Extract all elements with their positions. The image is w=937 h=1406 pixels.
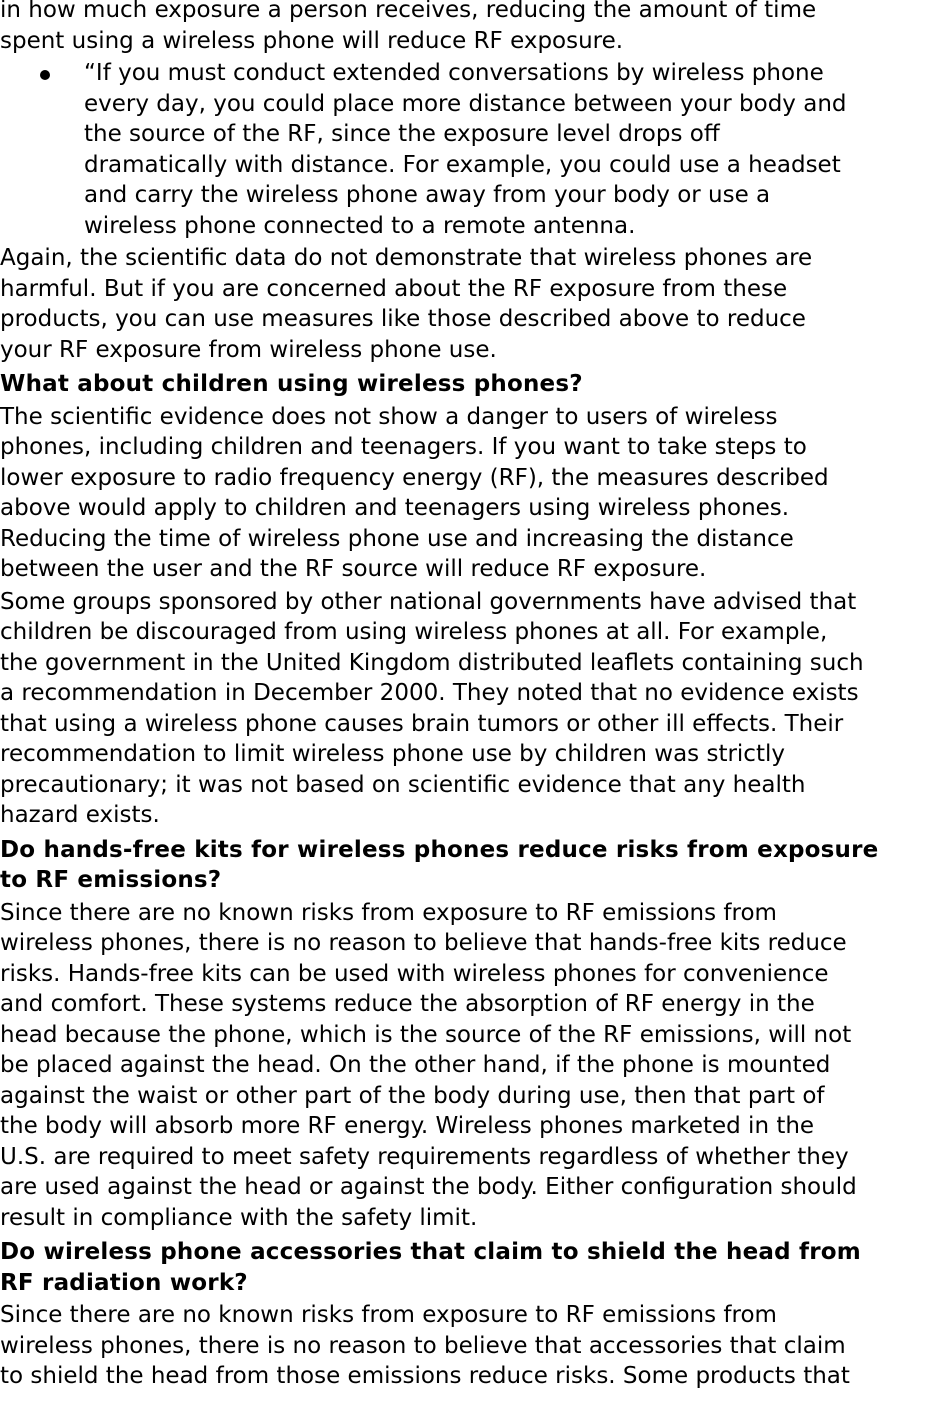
heading-hands-free-kits: [0, 835, 937, 896]
text-line: products, you can use measures like those described above to reduce: [0, 306, 806, 332]
heading-line: Do hands-free kits for wireless phones reduce risks from exposure: [0, 836, 879, 863]
text-line: Reducing the time of wireless phone use and increasing the distance: [0, 525, 794, 552]
text-line: “If you must conduct extended conversations by wireless phone: [84, 60, 824, 86]
text-line: in how much exposure a person receives, reducing the amount of time: [0, 0, 817, 23]
text-line: spent using a wireless phone will reduce RF exposure.: [0, 27, 624, 54]
text-line: wireless phones, there is no reason to believe that accessories that claim: [0, 1332, 846, 1359]
text-line: wireless phones, there is no reason to believe that hands-free kits reduce: [0, 930, 847, 956]
text-line: lower exposure to radio frequency energy (RF), the measures described: [0, 464, 829, 491]
text-line: recommendation to limit wireless phone use by children was strictly: [0, 741, 785, 767]
heading-children: [0, 369, 937, 400]
heading-line: RF radiation work?: [0, 1269, 248, 1296]
text-line: U.S. are required to meet safety requirements regardless of whether they: [0, 1143, 849, 1170]
text-line: be placed against the head. On the other hand, if the phone is mounted: [0, 1052, 831, 1078]
paragraph-hands-free-kits: [0, 898, 937, 1234]
text-line: a recommendation in December 2000. They noted that no evidence exists: [0, 680, 859, 706]
text-line: to shield the head from those emissions reduce risks. Some products that: [0, 1363, 850, 1389]
paragraph-scientific-data: [0, 243, 937, 365]
text-line: above would apply to children and teenagers using wireless phones.: [0, 495, 790, 521]
text-line: The scientific evidence does not show a danger to users of wireless: [0, 403, 778, 430]
text-line: the body will absorb more RF energy. Wireless phones marketed in the: [0, 1113, 815, 1139]
paragraph-exposure-time: [0, 0, 937, 56]
text-line: dramatically with distance. For example, you could use a headset: [84, 151, 841, 178]
heading-shield-accessories: [0, 1237, 937, 1298]
heading-line: to RF emissions?: [0, 867, 222, 893]
text-line: that using a wireless phone causes brain tumors or other ill effects. Their: [0, 710, 844, 737]
heading-line: Do wireless phone accessories that claim to shield the head from: [0, 1239, 861, 1265]
text-line: against the waist or other part of the body during use, then that part of: [0, 1082, 825, 1109]
text-line: Some groups sponsored by other national governments have advised that: [0, 588, 857, 615]
text-line: between the user and the RF source will reduce RF exposure.: [0, 556, 707, 582]
text-line: the source of the RF, since the exposure level drops off: [84, 121, 720, 147]
text-line: harmful. But if you are concerned about the RF exposure from these: [0, 275, 788, 302]
text-line: precautionary; it was not based on scientific evidence that any health: [0, 771, 806, 798]
text-line: the government in the United Kingdom distributed leaflets containing such: [0, 649, 864, 676]
text-line: and carry the wireless phone away from your body or use a: [84, 182, 771, 208]
text-line: phones, including children and teenagers. If you want to take steps to: [0, 434, 807, 460]
paragraph-children-evidence: [0, 402, 937, 585]
paragraph-national-governments: [0, 587, 937, 831]
text-line: head because the phone, which is the source of the RF emissions, will not: [0, 1021, 852, 1048]
text-line: hazard exists.: [0, 802, 160, 828]
text-line: result in compliance with the safety limit.: [0, 1204, 478, 1231]
bullet-dot-icon: [40, 70, 50, 80]
text-line: your RF exposure from wireless phone use.: [0, 336, 497, 363]
text-line: every day, you could place more distance between your body and: [84, 90, 847, 117]
text-line: children be discouraged from using wireless phones at all. For example,: [0, 619, 828, 645]
text-line: wireless phone connected to a remote antenna.: [84, 212, 636, 239]
paragraph-shield-accessories: [0, 1300, 937, 1392]
bullet-item-distance: [0, 58, 937, 241]
text-line: Again, the scientific data do not demonstrate that wireless phones are: [0, 245, 813, 271]
text-line: risks. Hands-free kits can be used with wireless phones for convenience: [0, 960, 829, 987]
text-line: Since there are no known risks from exposure to RF emissions from: [0, 1302, 777, 1328]
text-line: are used against the head or against the body. Either configuration should: [0, 1174, 857, 1200]
text-line: and comfort. These systems reduce the absorption of RF energy in the: [0, 991, 815, 1017]
text-line: Since there are no known risks from exposure to RF emissions from: [0, 899, 777, 926]
heading-line: What about children using wireless phones?: [0, 371, 583, 397]
